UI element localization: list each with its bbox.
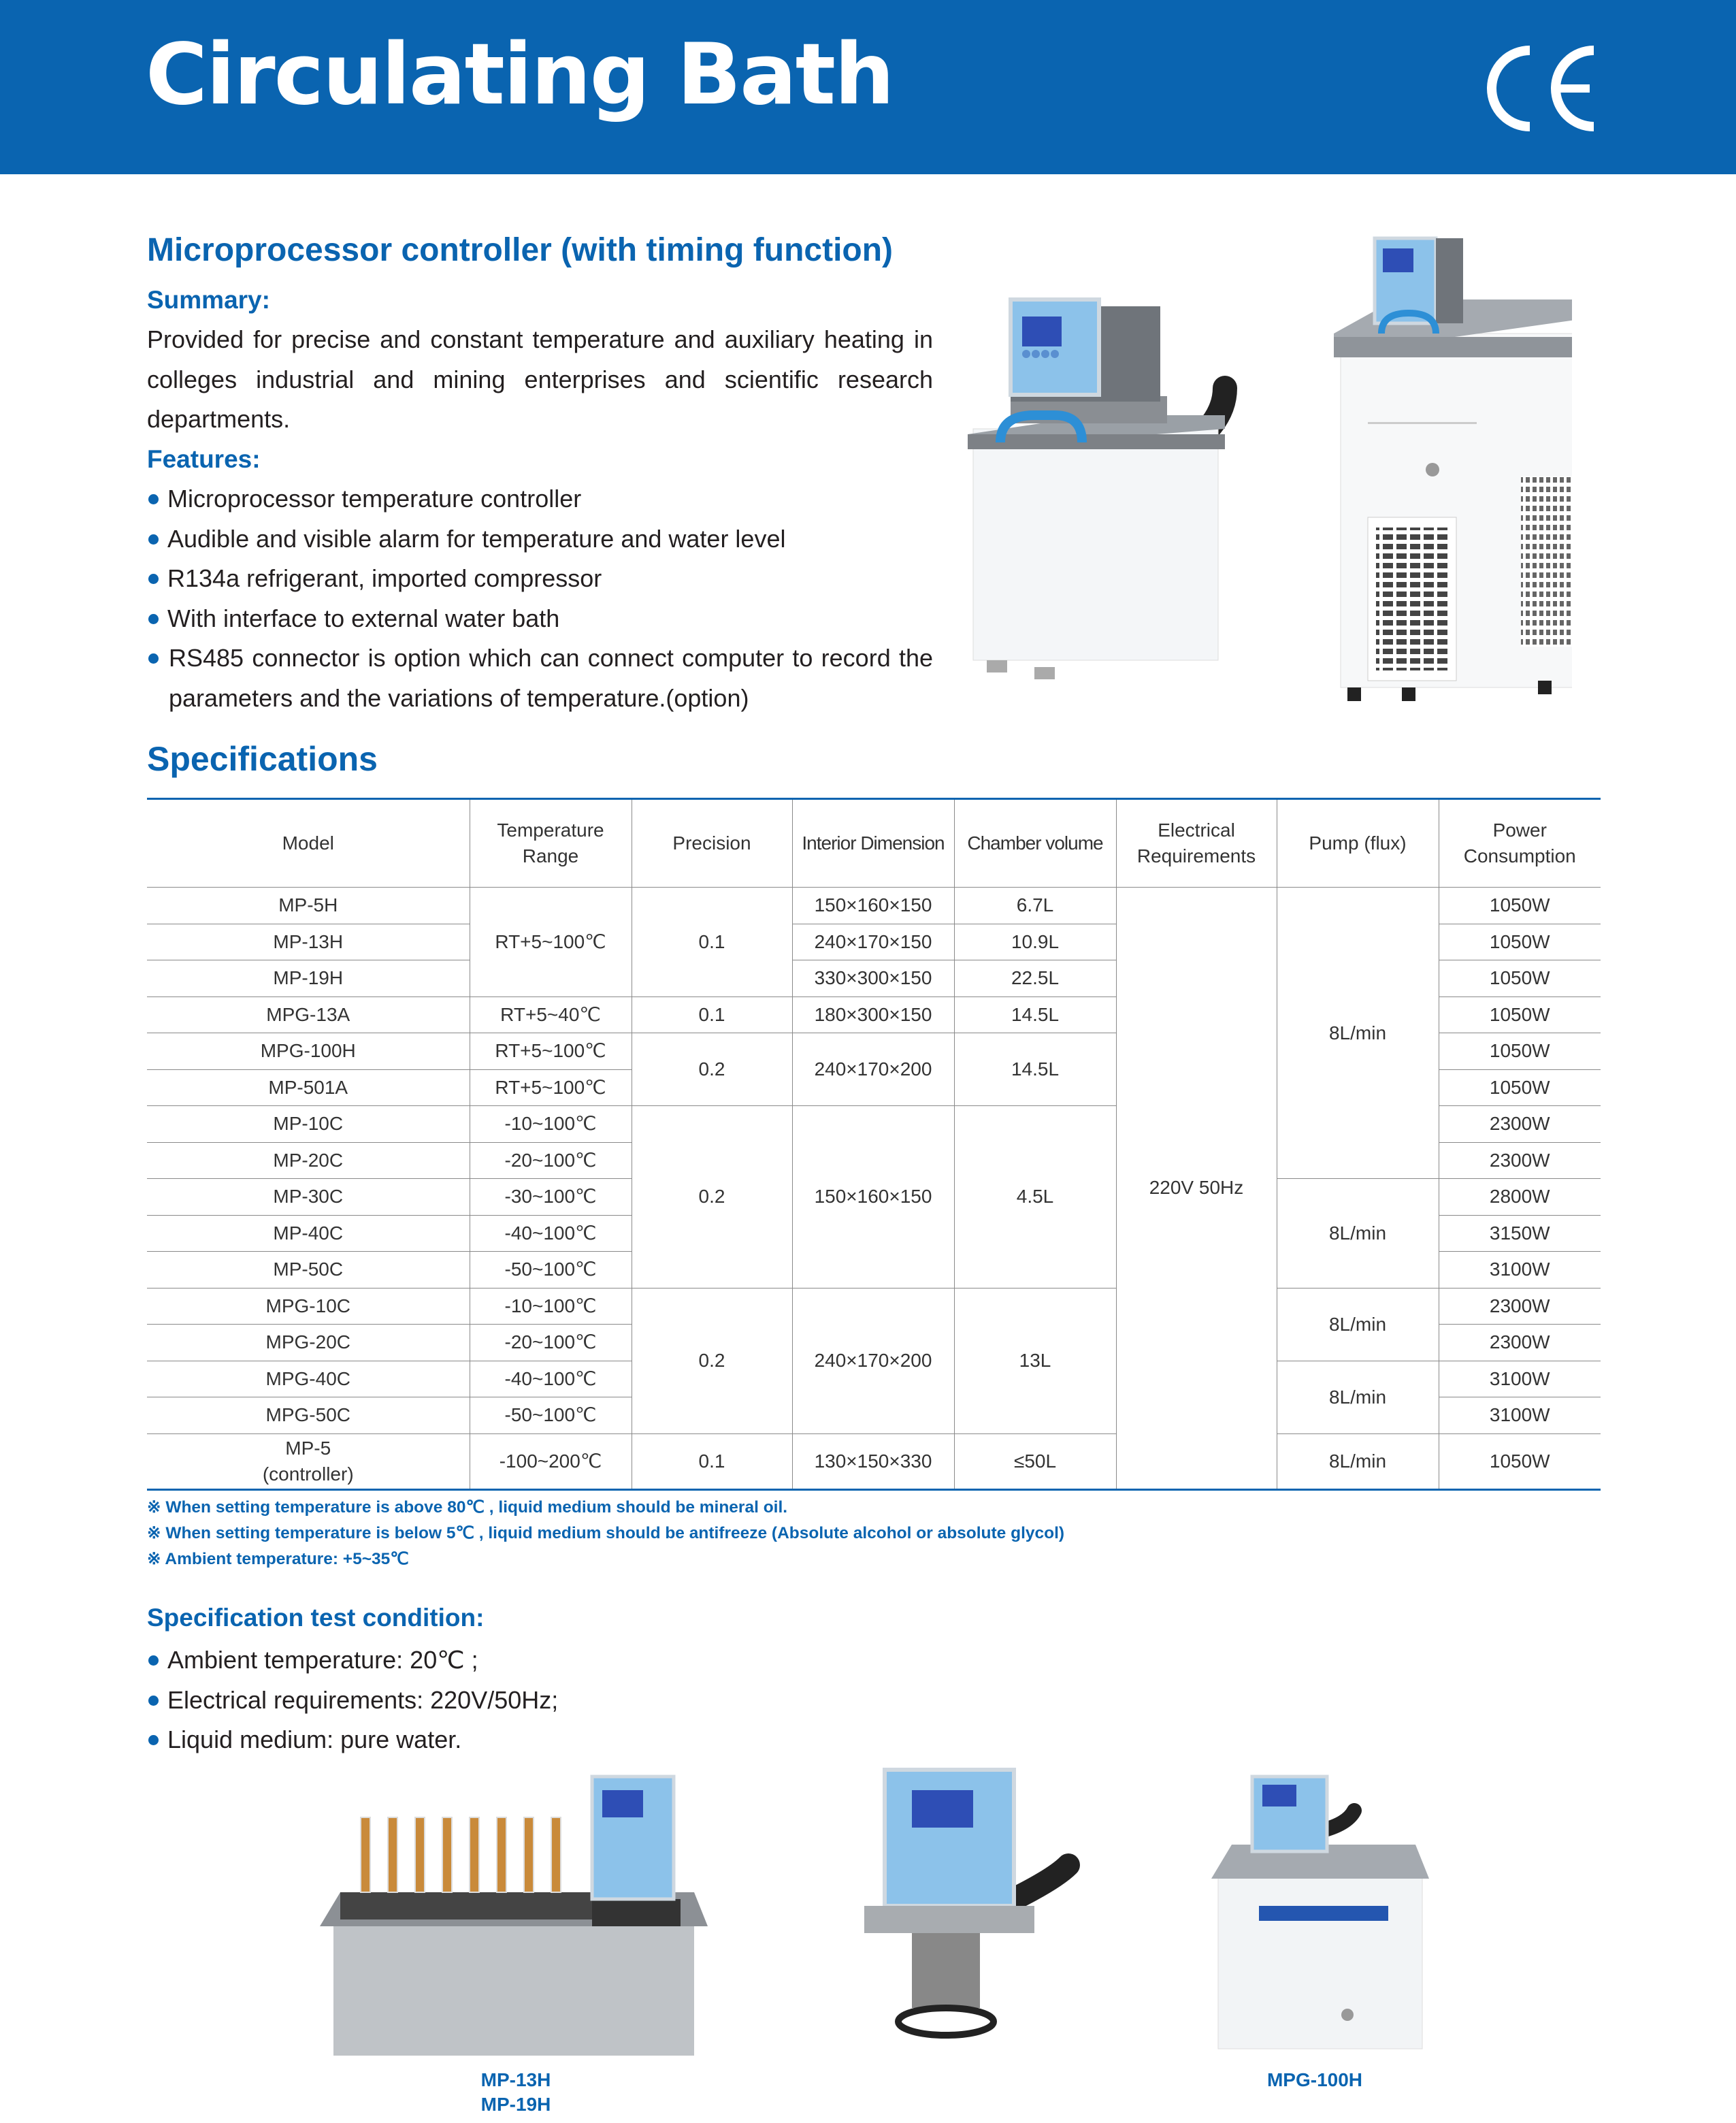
header-electrical-requirements: Electrical Requirements <box>1116 799 1277 888</box>
cell-model: MPG-40C <box>147 1361 470 1397</box>
header-precision: Precision <box>632 799 792 888</box>
feature-item: Microprocessor temperature controller <box>147 479 933 519</box>
page-title: Circulating Bath <box>146 26 894 124</box>
cell-precision: 0.2 <box>632 1106 792 1289</box>
cell-interior-dimension: 240×170×200 <box>792 1288 954 1433</box>
cell-model: MP-10C <box>147 1106 470 1143</box>
cell-power-consumption: 2300W <box>1439 1325 1601 1361</box>
test-condition-list <box>147 1640 558 1760</box>
cell-model: MP-19H <box>147 960 470 997</box>
cell-chamber-volume: ≤50L <box>954 1433 1116 1489</box>
cell-interior-dimension: 130×150×330 <box>792 1433 954 1489</box>
cell-chamber-volume: 22.5L <box>954 960 1116 997</box>
specification-notes <box>147 1495 1064 1572</box>
cell-precision: 0.2 <box>632 1288 792 1433</box>
cell-power-consumption: 1050W <box>1439 996 1601 1033</box>
cell-temperature-range: -40~100℃ <box>470 1215 632 1252</box>
cell-temperature-range: -30~100℃ <box>470 1179 632 1216</box>
cell-model: MPG-10C <box>147 1288 470 1325</box>
header-temperature-range: Temperature Range <box>470 799 632 888</box>
product-caption-left <box>448 2068 584 2117</box>
table-row <box>147 1288 1601 1325</box>
cell-temperature-range: -50~100℃ <box>470 1397 632 1434</box>
cell-temperature-range: -100~200℃ <box>470 1433 632 1489</box>
caption-mp-13h: MP-13H <box>480 2069 551 2090</box>
cell-chamber-volume: 6.7L <box>954 888 1116 924</box>
caption-mp-19h: MP-19H <box>480 2094 551 2115</box>
cell-model: MPG-100H <box>147 1033 470 1070</box>
note-item: ※ When setting temperature is above 80℃ , liquid medium should be mineral oil. <box>147 1498 788 1517</box>
ce-mark-icon <box>1477 41 1599 136</box>
cell-power-consumption: 3100W <box>1439 1252 1601 1289</box>
cell-model: MP-5H <box>147 888 470 924</box>
cell-temperature-range: -10~100℃ <box>470 1106 632 1143</box>
cell-model: MP-40C <box>147 1215 470 1252</box>
cell-power-consumption: 1050W <box>1439 960 1601 997</box>
cell-power-consumption: 2800W <box>1439 1179 1601 1216</box>
cell-power-consumption: 3100W <box>1439 1397 1601 1434</box>
cell-power-consumption: 3100W <box>1439 1361 1601 1397</box>
cell-temperature-range: -20~100℃ <box>470 1325 632 1361</box>
cell-pump-flux: 8L/min <box>1277 1288 1439 1361</box>
summary-label: Summary: <box>147 286 270 314</box>
cell-interior-dimension: 150×160×150 <box>792 888 954 924</box>
cell-chamber-volume: 4.5L <box>954 1106 1116 1289</box>
cell-power-consumption: 3150W <box>1439 1215 1601 1252</box>
cell-model: MP-50C <box>147 1252 470 1289</box>
cell-chamber-volume: 14.5L <box>954 1033 1116 1106</box>
cell-model: MP-5 (controller) <box>147 1433 470 1489</box>
note-item: ※ When setting temperature is below 5℃ , liquid medium should be antifreeze (Absolute alcohol or absolute glycol) <box>147 1524 1065 1542</box>
cell-temperature-range: RT+5~100℃ <box>470 888 632 997</box>
product-photo-mpg-100h <box>1205 1770 1436 2056</box>
section-subtitle: Microprocessor controller (with timing function) <box>147 232 894 268</box>
cell-temperature-range: -50~100℃ <box>470 1252 632 1289</box>
product-photo-immersion-circulator <box>844 1763 1082 2056</box>
features-list <box>147 479 933 718</box>
cell-precision: 0.1 <box>632 996 792 1033</box>
cell-temperature-range: RT+5~40℃ <box>470 996 632 1033</box>
cell-model: MP-501A <box>147 1069 470 1106</box>
cell-power-consumption: 1050W <box>1439 1433 1601 1489</box>
cell-temperature-range: -40~100℃ <box>470 1361 632 1397</box>
features-label: Features: <box>147 445 261 473</box>
note-item: ※ Ambient temperature: +5~35℃ <box>147 1550 409 1568</box>
cell-model: MPG-20C <box>147 1325 470 1361</box>
table-row <box>147 888 1601 924</box>
test-condition-item: Electrical requirements: 220V/50Hz; <box>147 1681 558 1721</box>
cell-power-consumption: 1050W <box>1439 1033 1601 1070</box>
cell-model: MPG-50C <box>147 1397 470 1434</box>
specifications-title: Specifications <box>147 740 378 778</box>
test-condition-item: Ambient temperature: 20℃ ; <box>147 1640 558 1681</box>
cell-precision: 0.1 <box>632 1433 792 1489</box>
cell-temperature-range: RT+5~100℃ <box>470 1069 632 1106</box>
cell-power-consumption: 2300W <box>1439 1106 1601 1143</box>
feature-item: R134a refrigerant, imported compressor <box>147 559 933 599</box>
caption-mpg-100h: MPG-100H <box>1266 2069 1363 2090</box>
header-interior-dimension: Interior Dimension <box>792 799 954 888</box>
cell-chamber-volume: 14.5L <box>954 996 1116 1033</box>
cell-interior-dimension: 240×170×200 <box>792 1033 954 1106</box>
cell-chamber-volume: 10.9L <box>954 924 1116 960</box>
header-model: Model <box>147 799 470 888</box>
product-photo-mp-13h-with-tubes <box>313 1770 721 2062</box>
cell-temperature-range: RT+5~100℃ <box>470 1033 632 1070</box>
feature-item: Audible and visible alarm for temperature and water level <box>147 519 933 560</box>
table-row <box>147 1433 1601 1489</box>
cell-power-consumption: 1050W <box>1439 924 1601 960</box>
cell-chamber-volume: 13L <box>954 1288 1116 1433</box>
cell-electrical-requirements: 220V 50Hz <box>1116 888 1277 1490</box>
cell-temperature-range: -20~100℃ <box>470 1142 632 1179</box>
cell-interior-dimension: 330×300×150 <box>792 960 954 997</box>
header-power-consumption: Power Consumption <box>1439 799 1601 888</box>
cell-power-consumption: 2300W <box>1439 1142 1601 1179</box>
cell-power-consumption: 2300W <box>1439 1288 1601 1325</box>
heating-bath-unit <box>968 299 1225 679</box>
cell-interior-dimension: 150×160×150 <box>792 1106 954 1289</box>
cell-interior-dimension: 240×170×150 <box>792 924 954 960</box>
specifications-table <box>147 798 1601 1491</box>
test-condition-item: Liquid medium: pure water. <box>147 1720 558 1760</box>
feature-item: With interface to external water bath <box>147 599 933 639</box>
table-header-row <box>147 799 1601 888</box>
product-photo-circulating-baths <box>960 218 1572 722</box>
cell-pump-flux: 8L/min <box>1277 1361 1439 1433</box>
cell-precision: 0.1 <box>632 888 792 997</box>
cell-model: MPG-13A <box>147 996 470 1033</box>
summary-text: Provided for precise and constant temperature and auxiliary heating in colleges industrial and mining enterprises and scientific research departments. <box>147 325 933 433</box>
cell-pump-flux: 8L/min <box>1277 1433 1439 1489</box>
cell-temperature-range: -10~100℃ <box>470 1288 632 1325</box>
cell-pump-flux: 8L/min <box>1277 888 1439 1179</box>
header-pump-flux: Pump (flux) <box>1277 799 1439 888</box>
test-condition-title: Specification test condition: <box>147 1604 485 1632</box>
feature-item: RS485 connector is option which can connect computer to record the parameters and the variations of temperature.(option) <box>147 638 933 718</box>
cell-pump-flux: 8L/min <box>1277 1179 1439 1289</box>
cell-power-consumption: 1050W <box>1439 888 1601 924</box>
cell-power-consumption: 1050W <box>1439 1069 1601 1106</box>
cell-model: MP-20C <box>147 1142 470 1179</box>
cell-model: MP-13H <box>147 924 470 960</box>
cell-model: MP-30C <box>147 1179 470 1216</box>
refrigerated-bath-unit <box>1334 238 1572 701</box>
cell-interior-dimension: 180×300×150 <box>792 996 954 1033</box>
cell-precision: 0.2 <box>632 1033 792 1106</box>
header-chamber-volume: Chamber volume <box>954 799 1116 888</box>
